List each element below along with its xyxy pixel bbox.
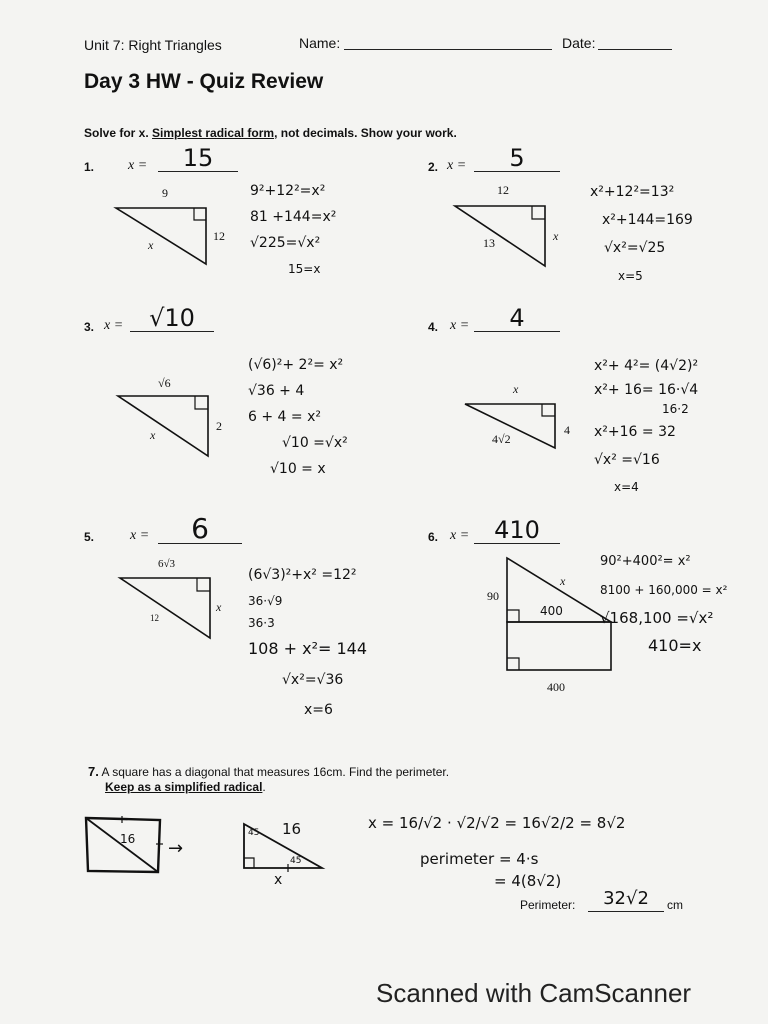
name-label: Name:: [299, 35, 341, 51]
problem-7-prompt: [88, 764, 449, 779]
problem-3-work-line: √10 =√x²: [282, 435, 348, 451]
problem-3-label-hyp: x: [150, 428, 156, 442]
problem-7-work-line-2: perimeter = 4·s: [420, 850, 539, 868]
problem-4-work-line: √x² =√16: [594, 452, 660, 468]
problem-5-label-side: x: [216, 600, 222, 614]
problem-5-work-line: √x²=√36: [282, 672, 344, 688]
problem-5-work: [248, 560, 367, 724]
problem-6-work-line: 90²+400²= x²: [600, 554, 691, 569]
instructions-tail: , not decimals. Show your work.: [274, 126, 457, 140]
problem-3-work-line: √10 = x: [270, 461, 326, 477]
problem-5-label-top: 6√3: [158, 558, 176, 570]
problem-6-work-line: 8100 + 160,000 = x²: [600, 583, 728, 597]
arrow-icon: →: [168, 838, 184, 859]
problem-4-label-side: 4: [564, 423, 570, 437]
problem-4-work: [594, 352, 698, 500]
problem-1-label-hyp: x: [148, 238, 154, 252]
problem-5-triangle: [120, 576, 216, 642]
problem-1-answer[interactable]: 15: [158, 144, 238, 172]
problem-3-answer[interactable]: √10: [130, 304, 214, 332]
square-diagonal-label: 16: [120, 832, 136, 846]
problem-4-work-line: x²+16 = 32: [594, 424, 676, 440]
problem-7-emphasis-line: [105, 780, 266, 794]
problem-7-work-line-1: x = 16/√2 · √2/√2 = 16√2/2 = 8√2: [368, 814, 626, 832]
problem-3-work: [248, 352, 348, 482]
instructions-lead: Solve for x.: [84, 126, 149, 140]
perimeter-label: Perimeter:: [520, 898, 576, 912]
problem-1-number: 1.: [84, 160, 95, 174]
square-sketch: [84, 816, 164, 876]
problem-7-period: .: [262, 780, 266, 794]
problem-7-number: 7.: [88, 764, 99, 779]
problem-5-xeq: x =: [130, 528, 150, 543]
problem-2-triangle: [455, 204, 551, 270]
problem-3-work-line: (√6)²+ 2²= x²: [248, 357, 344, 373]
problem-1-label-side: 12: [213, 229, 225, 243]
problem-6-label-hyp: x: [560, 574, 566, 588]
problem-2-work-line: √x²=√25: [604, 240, 666, 256]
triangle-leg-label: x: [274, 872, 283, 888]
problem-2-work-line: x=5: [618, 269, 643, 283]
problem-5-work-line: 36·3: [248, 616, 275, 630]
problem-3-work-line: 6 + 4 = x²: [248, 409, 321, 425]
problem-6-work: [600, 548, 727, 660]
problem-6-answer[interactable]: 410: [474, 516, 560, 544]
problem-2-answer[interactable]: 5: [474, 144, 560, 172]
problem-6-label-bottom: 400: [547, 680, 565, 694]
problem-1-work-line: √225=√x²: [250, 235, 321, 251]
date-field[interactable]: [598, 49, 672, 50]
problem-3-work-line: √36 + 4: [248, 383, 305, 399]
perimeter-unit: cm: [667, 898, 683, 912]
problem-3-xeq: x =: [104, 318, 124, 333]
problem-5-label-hyp: 12: [150, 613, 159, 623]
problem-1-work-line: 9²+12²=x²: [250, 183, 326, 199]
name-field[interactable]: [344, 49, 552, 50]
instructions: [84, 126, 457, 140]
problem-7-emphasis: Keep as a simplified radical: [105, 780, 263, 794]
problem-6-xeq: x =: [450, 528, 470, 543]
problem-4-xeq: x =: [450, 318, 470, 333]
problem-2-label-side: x: [553, 229, 559, 243]
problem-3-triangle: [118, 394, 214, 460]
problem-6-number: 6.: [428, 530, 439, 544]
problem-5-work-line: x=6: [304, 702, 333, 718]
problem-1-work-line: 15=x: [288, 262, 321, 276]
problem-4-number: 4.: [428, 320, 439, 334]
problem-1-xeq: x =: [128, 158, 148, 173]
problem-5-work-line: (6√3)²+x² =12²: [248, 567, 357, 583]
perimeter-answer[interactable]: 32√2: [588, 886, 664, 912]
problem-4-triangle: [465, 402, 561, 452]
problem-7-text: A square has a diagonal that measures 16cm. Find the perimeter.: [101, 765, 450, 779]
problem-2-label-hyp: 13: [483, 236, 495, 250]
problem-4-label-hyp: 4√2: [492, 432, 511, 446]
problem-4-answer[interactable]: 4: [474, 304, 560, 332]
triangle-hyp-label: 16: [282, 820, 302, 838]
problem-7-work-line-3: = 4(8√2): [494, 872, 562, 890]
problem-1-work-line: 81 +144=x²: [250, 209, 337, 225]
problem-5-work-line: 108 + x²= 144: [248, 639, 368, 658]
problem-3-label-top: √6: [158, 376, 171, 390]
problem-1-work: [250, 178, 336, 282]
problem-1-label-top: 9: [162, 186, 168, 200]
problem-2-number: 2.: [428, 160, 439, 174]
problem-6-work-line: 410=x: [648, 636, 702, 655]
problem-2-xeq: x =: [447, 158, 467, 173]
problem-2-label-top: 12: [497, 183, 509, 197]
unit-label: Unit 7: Right Triangles: [84, 37, 222, 53]
triangle-bottom-angle-label: 45: [290, 856, 302, 866]
instructions-emphasis: Simplest radical form: [152, 126, 275, 140]
problem-2-work: [590, 178, 693, 290]
problem-5-answer[interactable]: 6: [158, 514, 242, 544]
problem-4-work-line: x=4: [614, 480, 639, 494]
problem-5-number: 5.: [84, 530, 95, 544]
problem-3-label-side: 2: [216, 419, 222, 433]
problem-2-work-line: x²+12²=13²: [590, 184, 675, 200]
problem-6-label-mid: 400: [540, 604, 563, 618]
problem-3-number: 3.: [84, 320, 95, 334]
problem-1-triangle: [116, 206, 212, 268]
camscanner-watermark: Scanned with CamScanner: [376, 978, 692, 1008]
problem-4-label-top: x: [513, 382, 519, 396]
problem-4-work-line: x²+ 16= 16·√4: [594, 382, 699, 398]
problem-4-work-line: 16·2: [662, 402, 689, 416]
problem-6-label-left: 90: [487, 589, 499, 603]
problem-5-work-line: 36·√9: [248, 594, 283, 608]
problem-4-work-line: x²+ 4²= (4√2)²: [594, 358, 699, 374]
problem-2-work-line: x²+144=169: [602, 212, 693, 228]
problem-6-work-line: √168,100 =√x²: [600, 609, 714, 627]
triangle-top-angle-label: 45: [248, 828, 260, 838]
page-title: Day 3 HW - Quiz Review: [84, 70, 324, 93]
date-label: Date:: [562, 35, 596, 51]
